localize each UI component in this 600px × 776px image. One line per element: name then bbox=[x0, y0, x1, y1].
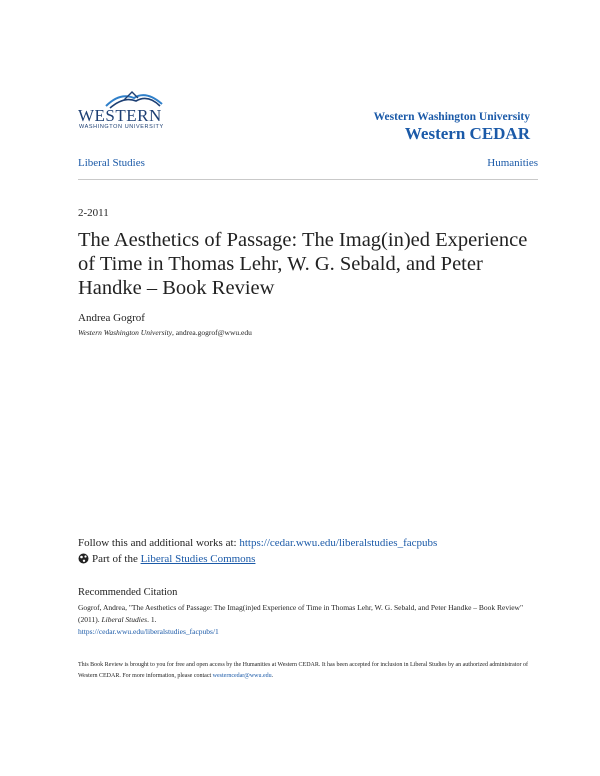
collection-nav bbox=[78, 157, 538, 180]
commons-link[interactable]: Liberal Studies Commons bbox=[140, 553, 256, 565]
paper-title: The Aesthetics of Passage: The Imag(in)ed Experience of Time in Thomas Lehr, W. G. Sebald, and Peter Handke – Book Review bbox=[78, 229, 528, 299]
nav-link-liberal-studies[interactable]: Liberal Studies bbox=[78, 157, 145, 169]
affiliation-email: , andrea.gogrof@wwu.edu bbox=[172, 328, 252, 337]
notice-text: This Book Review is brought to you for free and open access by the Humanities at Western CEDAR. It has been accepted for inclusion in Liberal Studies by an authorized administrator of Western CEDAR. For more information, please contact bbox=[78, 662, 528, 679]
citation-heading: Recommended Citation bbox=[78, 587, 178, 598]
citation-journal: Liberal Studies bbox=[101, 615, 148, 624]
publication-date: 2-2011 bbox=[78, 207, 109, 219]
citation-part2: . 1. bbox=[147, 615, 157, 624]
citation-url[interactable]: https://cedar.wwu.edu/liberalstudies_facpubs/1 bbox=[78, 627, 219, 636]
author-name: Andrea Gogrof bbox=[78, 312, 145, 324]
citation-text bbox=[78, 602, 528, 638]
network-icon bbox=[78, 553, 89, 564]
part-of-line bbox=[78, 553, 255, 565]
repository-university[interactable]: Western Washington University bbox=[373, 111, 530, 123]
repository-branding bbox=[374, 110, 530, 144]
university-logo bbox=[78, 88, 178, 134]
logo-wordmark: WESTERN bbox=[78, 106, 162, 125]
follow-line bbox=[78, 537, 437, 549]
affiliation-institution: Western Washington University bbox=[78, 328, 173, 337]
repository-name[interactable]: Western CEDAR bbox=[404, 124, 530, 143]
follow-link[interactable]: https://cedar.wwu.edu/liberalstudies_facpubs bbox=[239, 537, 438, 549]
part-of-prefix: Part of the bbox=[92, 553, 141, 565]
notice-end: . bbox=[271, 673, 274, 679]
contact-email-link[interactable]: westerncedar@wwu.edu bbox=[212, 673, 272, 679]
citation-part1: Gogrof, Andrea, "The Aesthetics of Passage: The Imag(in)ed Experience of Time in Thomas Lehr, W. G. Sebald, and Peter Handke – Book Review" (2011). bbox=[78, 603, 524, 624]
nav-link-humanities[interactable]: Humanities bbox=[487, 157, 538, 169]
follow-prefix: Follow this and additional works at: bbox=[78, 537, 240, 549]
author-affiliation bbox=[78, 328, 252, 337]
access-notice bbox=[78, 660, 528, 682]
logo-subtitle: WASHINGTON UNIVERSITY bbox=[79, 124, 164, 130]
